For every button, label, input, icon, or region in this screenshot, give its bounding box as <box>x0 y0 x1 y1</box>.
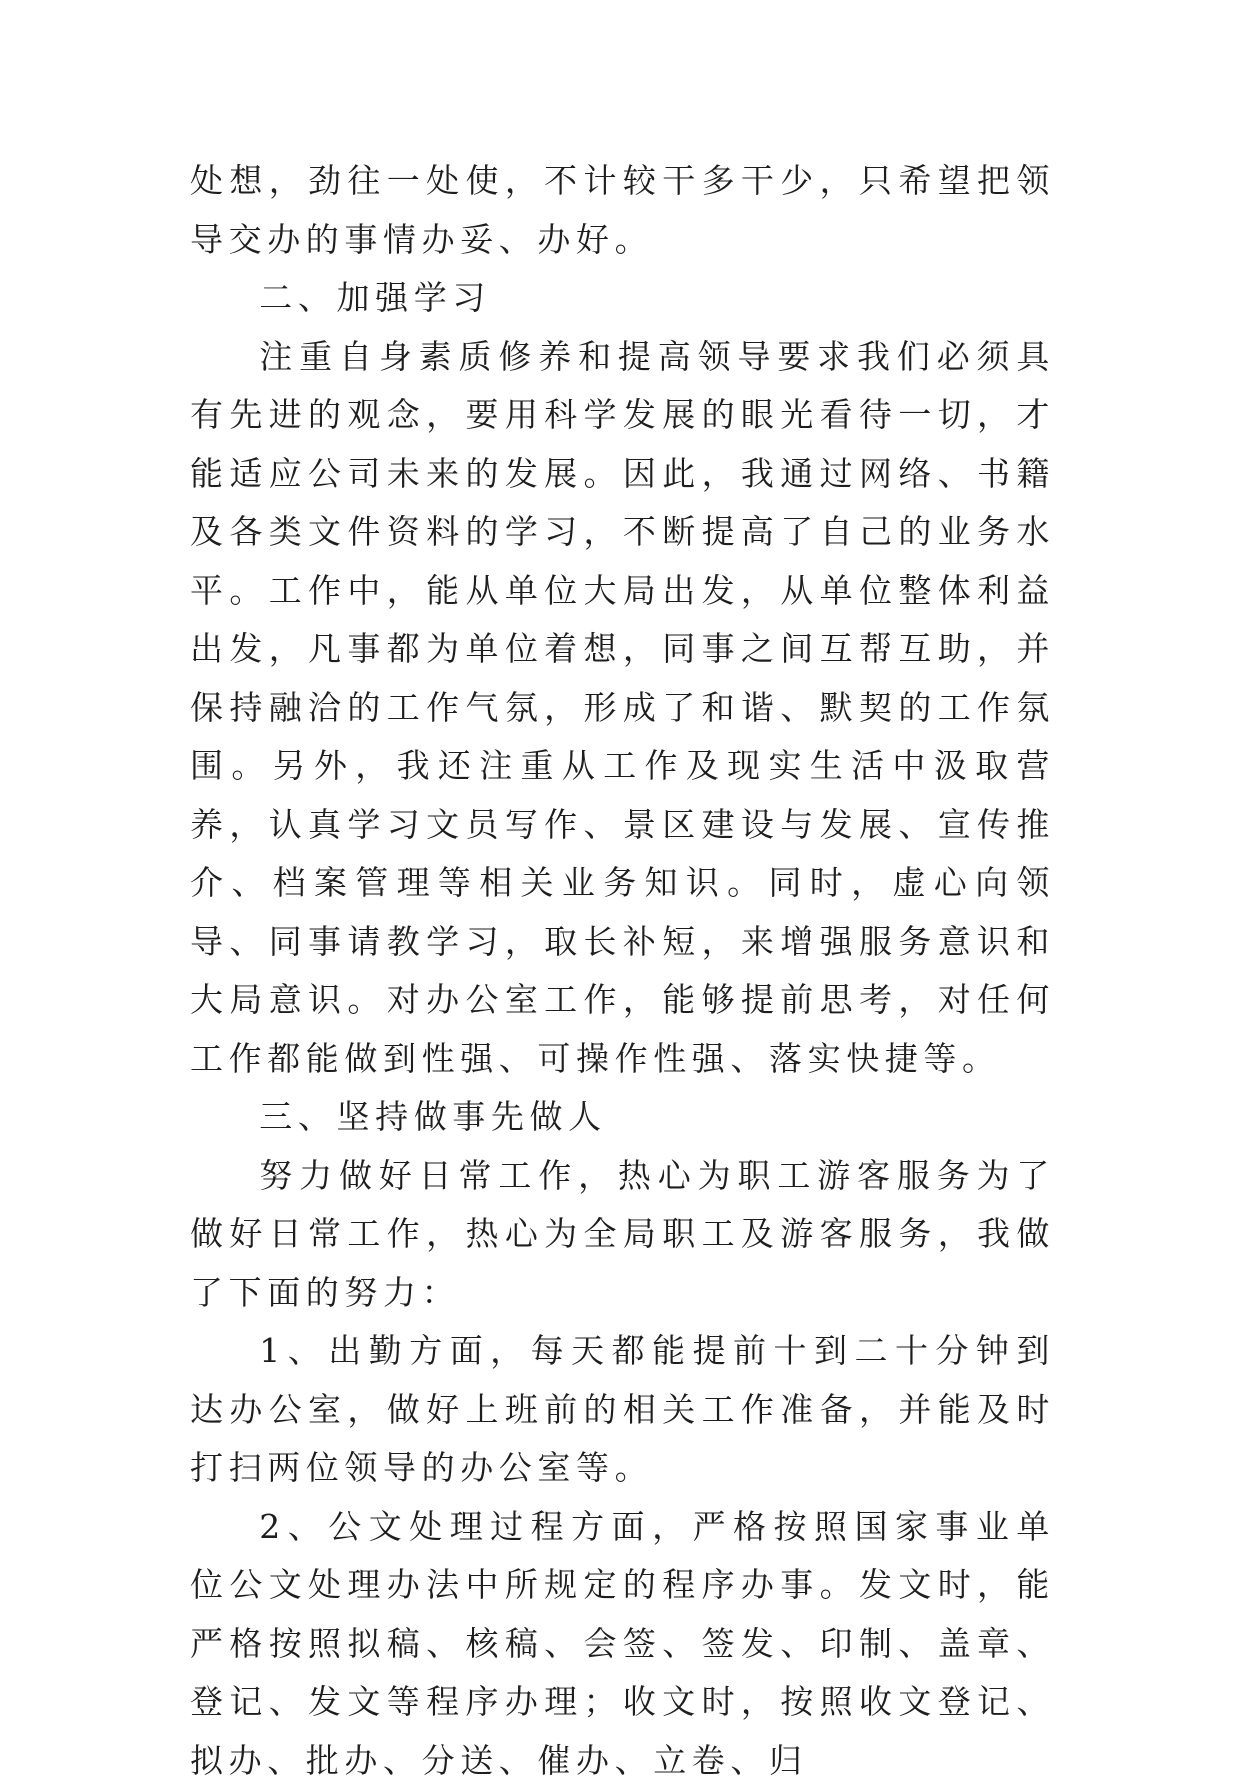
paragraph-attendance: 1、出勤方面，每天都能提前十到二十分钟到达办公室，做好上班前的相关工作准备，并能及时打扫两位领导的办公室等。 <box>190 1322 1055 1498</box>
section-heading-3: 三、坚持做事先做人 <box>190 1088 1055 1147</box>
paragraph-continuation: 处想，劲往一处使，不计较干多干少，只希望把领导交办的事情办妥、办好。 <box>190 152 1055 269</box>
paragraph-document-handling: 2、公文处理过程方面，严格按照国家事业单位公文处理办法中所规定的程序办事。发文时，能严格按照拟稿、核稿、会签、签发、印制、盖章、登记、发文等程序办理；收文时，按照收文登记、拟办、批办、分送、催办、立卷、归 <box>190 1498 1055 1790</box>
section-heading-2: 二、加强学习 <box>190 269 1055 328</box>
document-body <box>190 152 1055 1790</box>
paragraph-study: 注重自身素质修养和提高领导要求我们必须具有先进的观念，要用科学发展的眼光看待一切，才能适应公司未来的发展。因此，我通过网络、书籍及各类文件资料的学习，不断提高了自己的业务水平。工作中，能从单位大局出发，从单位整体利益出发，凡事都为单位着想，同事之间互帮互助，并保持融洽的工作气氛，形成了和谐、默契的工作氛围。另外，我还注重从工作及现实生活中汲取营养，认真学习文员写作、景区建设与发展、宣传推介、档案管理等相关业务知识。同时，虚心向领导、同事请教学习，取长补短，来增强服务意识和大局意识。对办公室工作，能够提前思考，对任何工作都能做到性强、可操作性强、落实快捷等。 <box>190 328 1055 1089</box>
paragraph-daily-work: 努力做好日常工作，热心为职工游客服务为了做好日常工作，热心为全局职工及游客服务，我做了下面的努力： <box>190 1147 1055 1323</box>
